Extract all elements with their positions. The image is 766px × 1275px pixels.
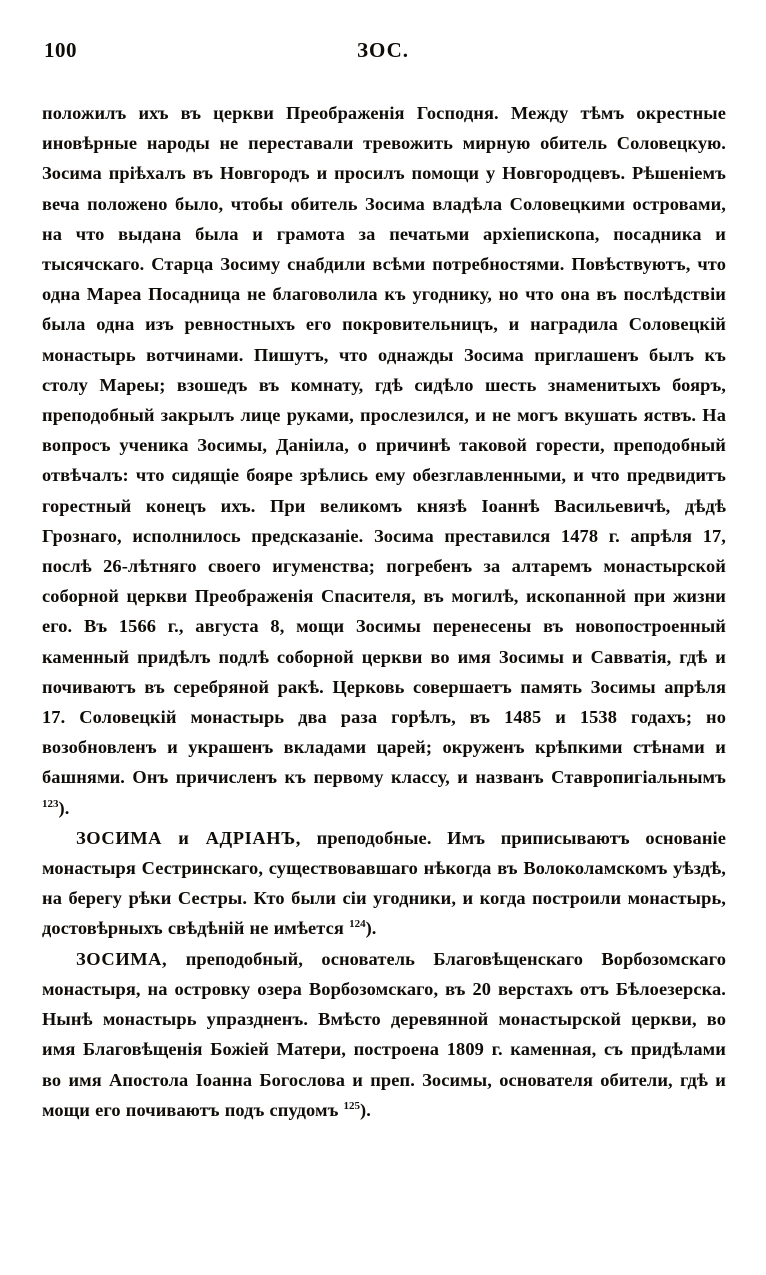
paragraph-tail: ). <box>58 797 70 818</box>
paragraph-text: преподобные. Имъ приписываютъ основаніе монастыря Сестринскаго, существовавшаго нѣкогда въ Волоколамскомъ уѣздѣ, на берегу рѣки Сестры. Кто были сіи угодники, и когда построили монастырь, достовѣрныхъ свѣдѣній не имѣется <box>42 827 726 939</box>
paragraph-zosima-solovetsky <box>42 98 726 823</box>
entry-headword: ЗОСИМА и АДРІАНЪ, <box>76 827 301 848</box>
paragraph-zosima-i-adrian <box>42 823 726 944</box>
page-number: 100 <box>44 38 77 62</box>
paragraph-zosima-vorbozomsky <box>42 944 726 1125</box>
paragraph-tail: ). <box>365 918 377 939</box>
page-body <box>42 98 726 1125</box>
paragraph-tail: ). <box>360 1099 371 1120</box>
paragraph-text: положилъ ихъ въ церкви Преображенія Господня. Между тѣмъ окрестные иновѣрные народы не переставали тревожить мирную обитель Соловецкую. Зосима пріѣхалъ въ Новгородъ и просилъ помощи у Новгородцевъ. Рѣшеніемъ веча положено было, чтобы обитель Зосима владѣла Соловецкими островами, на что выдана была и грамота за печатьми архіепископа, посадника и тысячскаго. Старца Зосиму снабдили всѣми потребностями. Повѣствуютъ, что одна Мареа Посадница не благоволила къ угоднику, но что она въ послѣдствіи была одна изъ ревностныхъ его покровительницъ, и наградила Соловецкій монастырь вотчинами. Пишутъ, что однажды Зосима приглашенъ былъ къ столу Мареы; взошедъ въ комнату, гдѣ сидѣло шесть знаменитыхъ бояръ, преподобный закрылъ лице руками, прослезился, и не могъ вкушать яствъ. На вопросъ ученика Зосимы, Даніила, о причинѣ таковой горести, преподобный отвѣчалъ: что сидящіе бояре зрѣлись ему обезглавленными, и что предвидитъ горестный конецъ ихъ. При великомъ князѣ Іоаннѣ Васильевичѣ, дѣдѣ Грознаго, исполнилось предсказаніе. Зосима преставился 1478 г. апрѣля 17, послѣ 26-лѣтняго своего игуменства; погребенъ за алтаремъ монастырской соборной церкви Преображенія Спасителя, въ могилѣ, ископанной при жизни его. Въ 1566 г., августа 8, мощи Зосимы перенесены въ новопостроенный каменный придѣлъ подлѣ соборной церкви во имя Зосимы и Савватія, гдѣ и почиваютъ въ серебряной ракѣ. Церковь совершаетъ память Зосимы апрѣля 17. Соловецкій монастырь два раза горѣлъ, въ 1485 и 1538 годахъ; но возобновленъ и украшенъ вкладами царей; окруженъ крѣпкими стѣнами и башнями. Онъ причисленъ къ первому классу, и названъ Ставропигіальнымъ <box>42 103 726 788</box>
running-head: ЗОС. <box>356 38 410 62</box>
footnote-marker: 125 <box>343 1099 360 1112</box>
entry-headword: ЗОСИМА, <box>76 948 168 969</box>
footnote-marker: 123 <box>42 797 59 810</box>
page-header <box>0 38 766 70</box>
paragraph-text: преподобный, основатель Благовѣщенскаго Ворбозомскаго монастыря, на островку озера Ворбозомскаго, въ 20 верстахъ отъ Бѣлоезерска. Нынѣ монастырь упраздненъ. Вмѣсто деревянной монастырской церкви, во имя Благовѣщенія Божіей Матери, построена 1809 г. каменная, съ придѣлами во имя Апостола Іоанна Богослова и преп. Зосимы, основателя обители, гдѣ и мощи его почиваютъ подъ спудомъ <box>42 948 726 1120</box>
footnote-marker: 124 <box>349 918 366 931</box>
